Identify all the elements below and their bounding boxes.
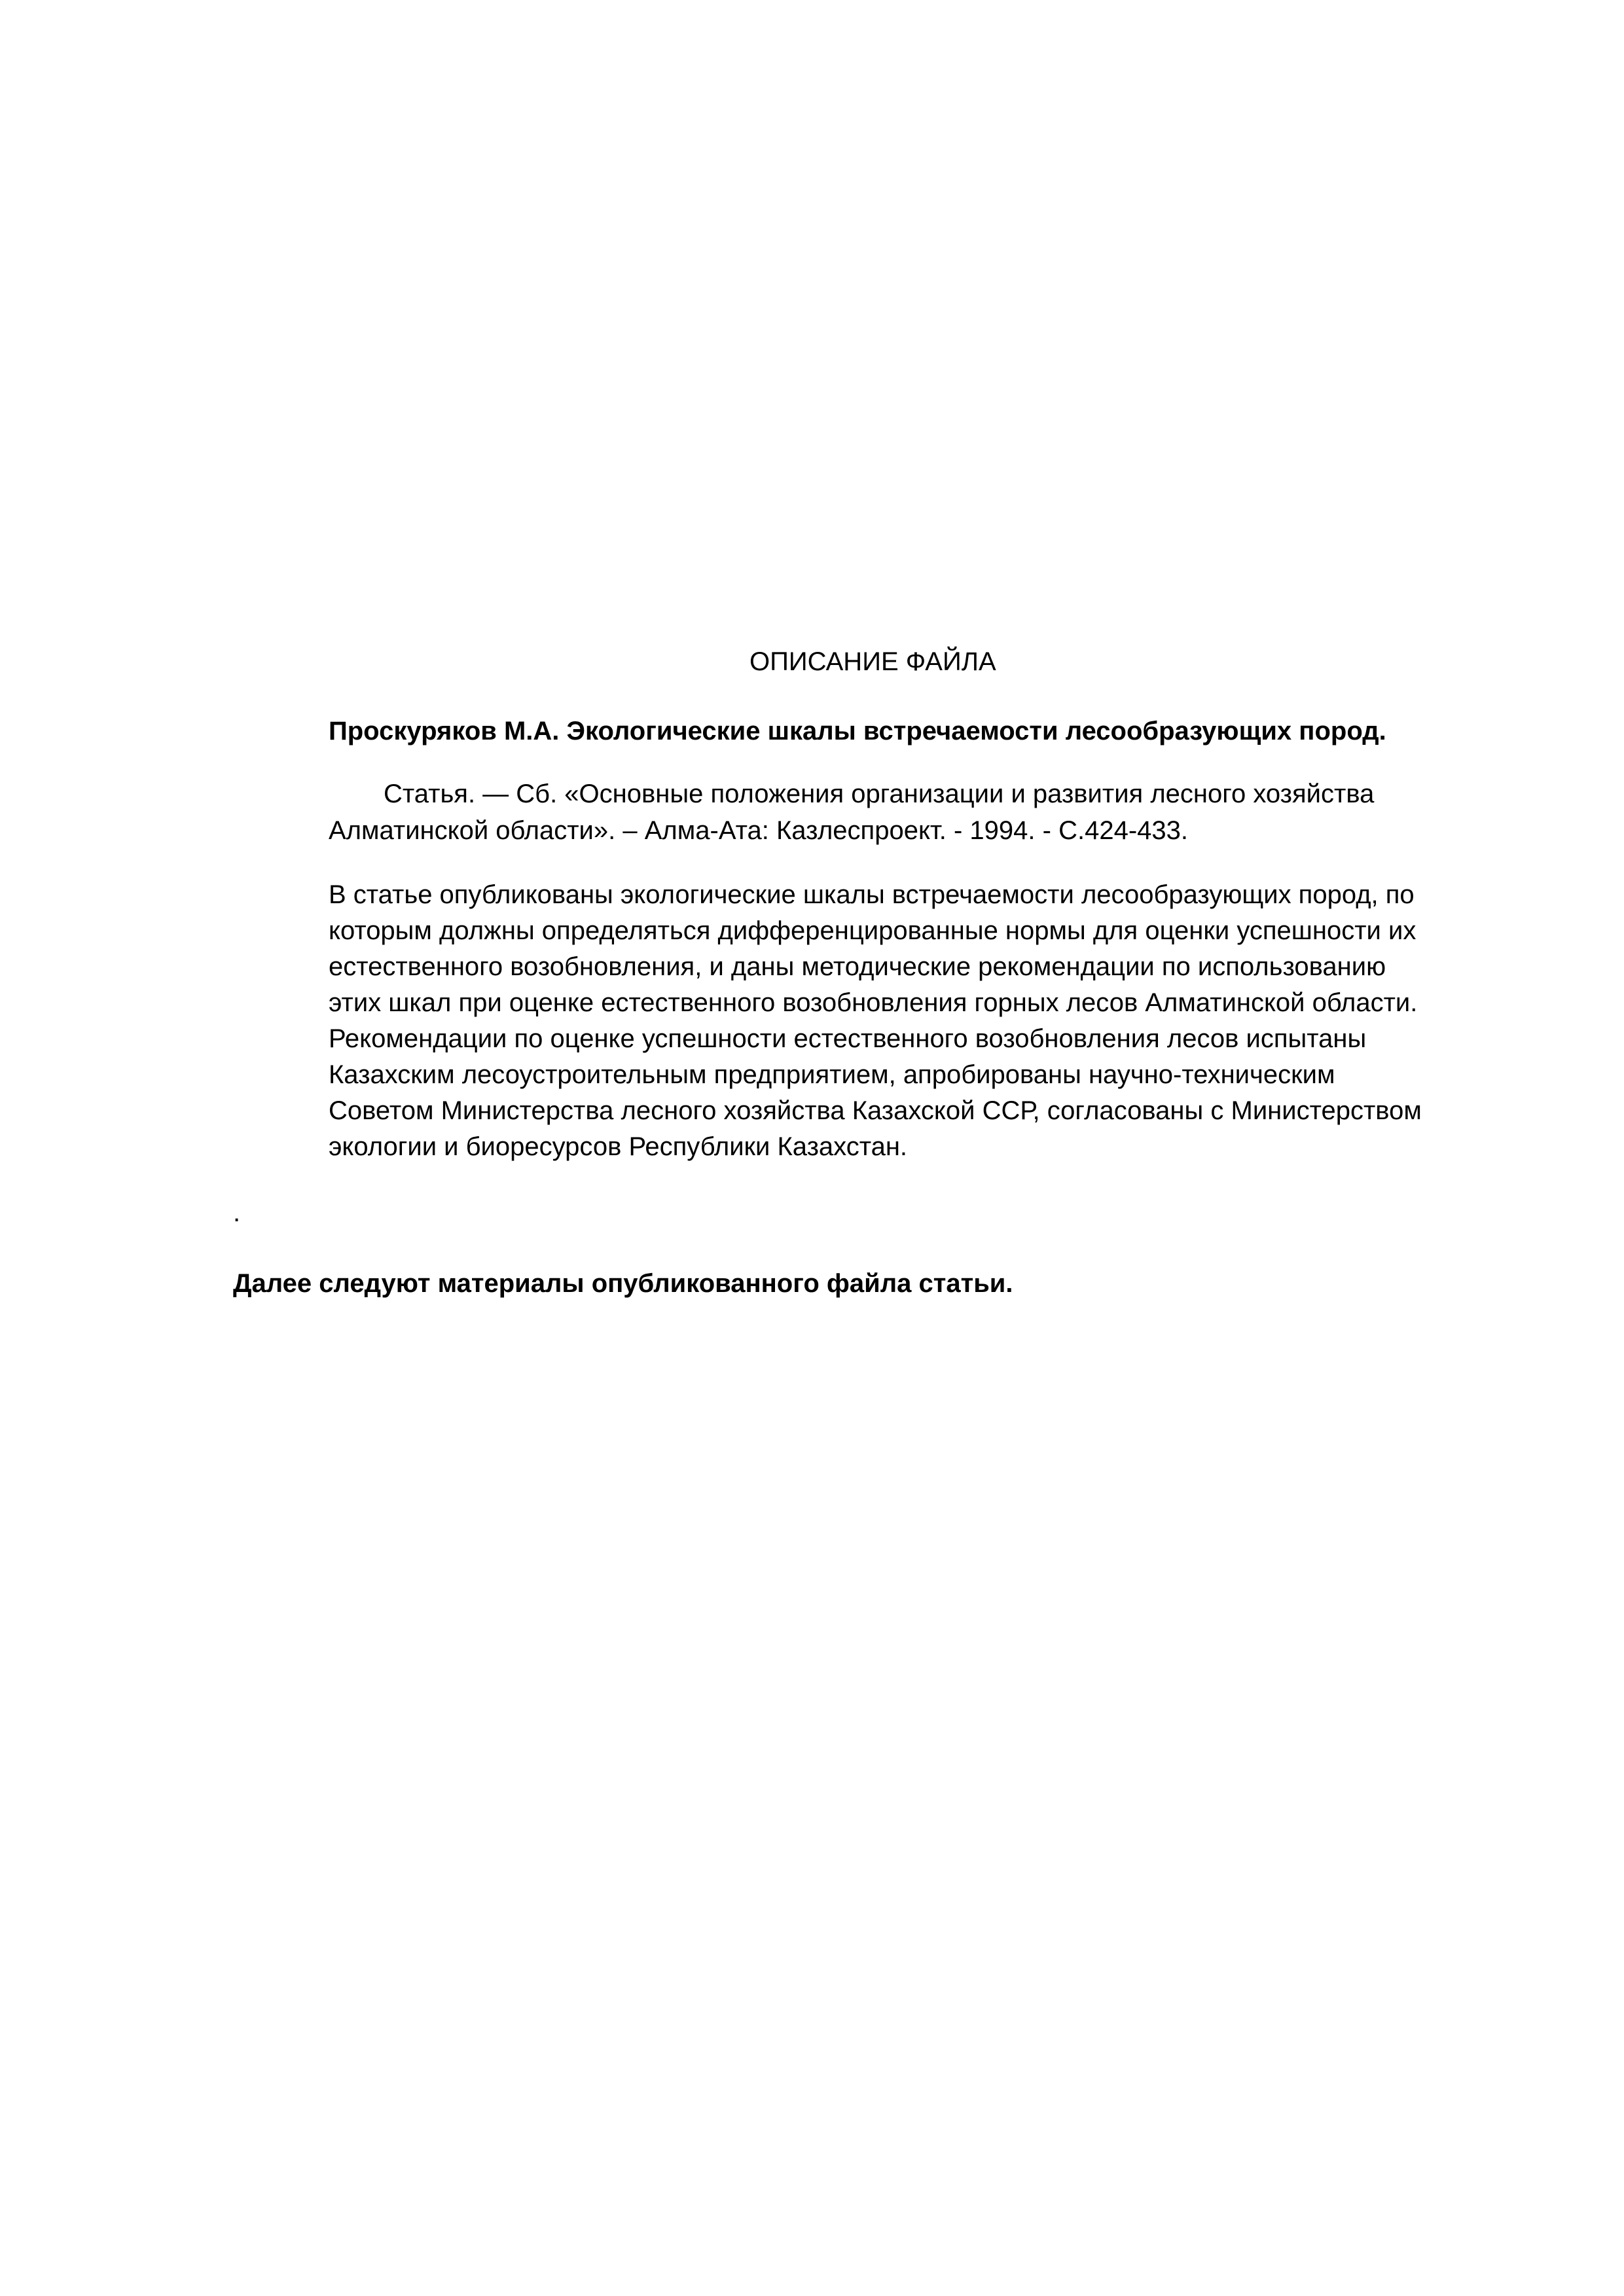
abstract-line: Советом Министерства лесного хозяйства Казахской ССР, согласованы с Министерством	[329, 1096, 1422, 1125]
abstract-line: Рекомендации по оценке успешности естественного возобновления лесов испытаны	[329, 1024, 1367, 1053]
bibliography-line-1: Статья. — Сб. «Основные положения организации и развития лесного хозяйства	[384, 780, 1375, 808]
article-title: Проскуряков М.А. Экологические шкалы встречаемости лесообразующих пород.	[329, 717, 1386, 745]
bibliography-line-2: Алматинской области». – Алма-Ата: Казлеспроект. - 1994. - С.424-433.	[329, 816, 1188, 845]
abstract-line: этих шкал при оценке естественного возобновления горных лесов Алматинской области.	[329, 988, 1418, 1017]
abstract-line: которым должны определяться дифференцированные нормы для оценки успешности их	[329, 916, 1416, 945]
abstract-line: экологии и биоресурсов Республики Казахстан.	[329, 1132, 908, 1161]
abstract-paragraph	[329, 877, 1507, 1165]
abstract-line: В статье опубликованы экологические шкалы встречаемости лесообразующих пород, по	[329, 880, 1415, 909]
document-heading: ОПИСАНИЕ ФАЙЛА	[749, 647, 996, 676]
abstract-line: естественного возобновления, и даны методические рекомендации по использованию	[329, 952, 1386, 981]
abstract-line: Казахским лесоустроительным предприятием, апробированы научно-техническим	[329, 1060, 1335, 1089]
closing-note: Далее следуют материалы опубликованного файла статьи.	[233, 1269, 1013, 1298]
separator-dot: .	[233, 1198, 241, 1227]
